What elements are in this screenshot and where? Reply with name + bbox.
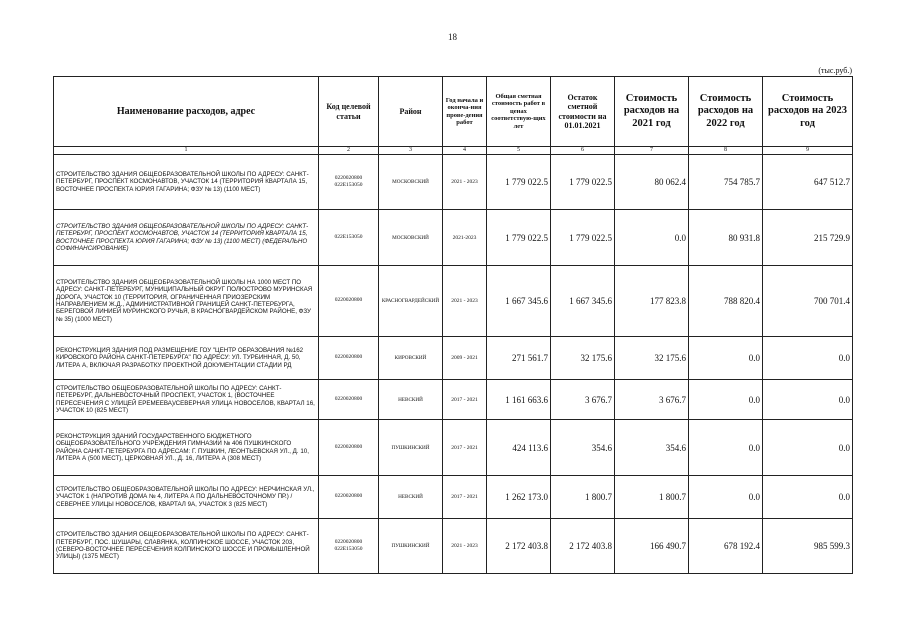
row-period: 2021-2023: [443, 210, 487, 266]
row-cost-2021: 1 800.7: [615, 476, 689, 519]
row-cost-2022: 0.0: [689, 420, 763, 476]
row-cost-2022: 678 192.4: [689, 519, 763, 574]
header-code: Код целевой статьи: [319, 77, 379, 147]
column-number: 7: [615, 147, 689, 155]
row-cost-2022: 0.0: [689, 380, 763, 420]
row-name: СТРОИТЕЛЬСТВО ОБЩЕОБРАЗОВАТЕЛЬНОЙ ШКОЛЫ ПО АДРЕСУ: НЕРЧИНСКАЯ УЛ., УЧАСТОК 1 (НАПРОТИВ ДОМА № 4, ЛИТЕРА А ПО ДАЛЬНЕВОСТОЧНОМУ ПР.) / СЕВЕРНЕЕ УЛИЦЫ НОВОСЕЛОВ, КВАРТАЛ 9А, УЧАСТОК 3 (825 МЕСТ): [54, 476, 319, 519]
column-number: 4: [443, 147, 487, 155]
row-name: РЕКОНСТРУКЦИЯ ЗДАНИЯ ПОД РАЗМЕЩЕНИЕ ГОУ "ЦЕНТР ОБРАЗОВАНИЯ №162 КИРОВСКОГО РАЙОНА САНКТ-ПЕТЕРБУРГА" ПО АДРЕСУ: УЛ. ТУРБИННАЯ, Д. 50, ЛИТЕРА А, ВКЛЮЧАЯ РАЗРАБОТКУ ПРОЕКТНОЙ ДОКУМЕНТАЦИИ СТАДИИ РД: [54, 337, 319, 380]
header-name: Наименование расходов, адрес: [54, 77, 319, 147]
row-cost-2021: 0.0: [615, 210, 689, 266]
row-name: СТРОИТЕЛЬСТВО ЗДАНИЯ ОБЩЕОБРАЗОВАТЕЛЬНОЙ ШКОЛЫ ПО АДРЕСУ: САНКТ-ПЕТЕРБУРГ, ПОС. ШУШАРЫ, СЛАВЯНКА, КОЛПИНСКОЕ ШОССЕ, УЧАСТОК 203, (СЕВЕРО-ВОСТОЧНЕЕ ПЕРЕСЕЧЕНИЯ КОЛПИНСКОГО ШОССЕ И ПРОМЫШЛЕННОЙ УЛИЦЫ) (1375 МЕСТ): [54, 519, 319, 574]
row-cost-2023: 700 701.4: [763, 266, 853, 337]
row-name: СТРОИТЕЛЬСТВО ОБЩЕОБРАЗОВАТЕЛЬНОЙ ШКОЛЫ ПО АДРЕСУ: САНКТ-ПЕТЕРБУРГ, ДАЛЬНЕВОСТОЧНЫЙ ПРОСПЕКТ, УЧАСТОК 1, (ВОСТОЧНЕЕ ПЕРЕСЕЧЕНИЯ С УЛИЦЕЙ ЕРЕМЕЕВА)/СЕВЕРНАЯ УЛИЦА НОВОСЕЛОВ, КВАРТАЛ 16, УЧАСТОК 10 (825 МЕСТ): [54, 380, 319, 420]
table-header-row: [54, 77, 853, 147]
table-row: [54, 519, 853, 574]
row-district: ПУШКИНСКИЙ: [379, 519, 443, 574]
column-number: 6: [551, 147, 615, 155]
column-number: 5: [487, 147, 551, 155]
row-district: НЕВСКИЙ: [379, 476, 443, 519]
row-cost-2022: 80 931.8: [689, 210, 763, 266]
row-remainder: 354.6: [551, 420, 615, 476]
row-estimate: 1 262 173.0: [487, 476, 551, 519]
row-period: 2021 - 2023: [443, 519, 487, 574]
row-district: НЕВСКИЙ: [379, 380, 443, 420]
row-estimate: 2 172 403.8: [487, 519, 551, 574]
row-code: 0220020800: [319, 380, 379, 420]
column-number: 2: [319, 147, 379, 155]
row-cost-2021: 80 062.4: [615, 155, 689, 210]
header-remainder: Остаток сметной стоимости на 01.01.2021: [551, 77, 615, 147]
table-row: [54, 380, 853, 420]
row-district: КИРОВСКИЙ: [379, 337, 443, 380]
row-district: МОСКОВСКИЙ: [379, 210, 443, 266]
row-name: СТРОИТЕЛЬСТВО ЗДАНИЯ ОБЩЕОБРАЗОВАТЕЛЬНОЙ ШКОЛЫ ПО АДРЕСУ: САНКТ-ПЕТЕРБУРГ, ПРОСПЕКТ КОСМОНАВТОВ, УЧАСТОК 14 (ТЕРРИТОРИЯ КВАРТАЛА 15, ВОСТОЧНЕЕ ПРОСПЕКТА ЮРИЯ ГАГАРИНА; ФЗУ № 13) (1100 МЕСТ): [54, 155, 319, 210]
column-number-row: [54, 147, 853, 155]
table-row: [54, 476, 853, 519]
row-cost-2021: 3 676.7: [615, 380, 689, 420]
table-row: [54, 266, 853, 337]
budget-table: [53, 76, 853, 574]
row-period: 2021 - 2023: [443, 155, 487, 210]
table-body: [54, 155, 853, 574]
row-estimate: 1 779 022.5: [487, 155, 551, 210]
row-cost-2022: 754 785.7: [689, 155, 763, 210]
row-code: 0220020800 022E153050: [319, 519, 379, 574]
column-number: 3: [379, 147, 443, 155]
column-number: 8: [689, 147, 763, 155]
row-cost-2021: 177 823.8: [615, 266, 689, 337]
row-name: РЕКОНСТРУКЦИЯ ЗДАНИЙ ГОСУДАРСТВЕННОГО БЮДЖЕТНОГО ОБЩЕОБРАЗОВАТЕЛЬНОГО УЧРЕЖДЕНИЯ ГИМНАЗИИ № 406 ПУШКИНСКОГО РАЙОНА САНКТ-ПЕТЕРБУРГА ПО АДРЕСАМ: Г. ПУШКИН, ЛЕОНТЬЕВСКАЯ УЛ., Д. 10, ЛИТЕРА А (500 МЕСТ), ЦЕРКОВНАЯ УЛ., Д. 16, ЛИТЕРА А (308 МЕСТ): [54, 420, 319, 476]
row-name: СТРОИТЕЛЬСТВО ЗДАНИЯ ОБЩЕОБРАЗОВАТЕЛЬНОЙ ШКОЛЫ НА 1000 МЕСТ ПО АДРЕСУ: САНКТ-ПЕТЕРБУРГ, МУНИЦИПАЛЬНЫЙ ОКРУГ ПОЛЮСТРОВО МУРИНСКАЯ ДОРОГА, УЧАСТОК 10 (ТЕРРИТОРИЯ, ОГРАНИЧЕННАЯ ПРИОЗЕРСКИМ НАПРАВЛЕНИЕМ Ж.Д., АДМИНИСТРАТИВНОЙ ГРАНИЦЕЙ САНКТ-ПЕТЕРБУРГА, БЕРЕГОВОЙ ЛИНИЕЙ МУРИНСКОГО РУЧЬЯ, В КРАСНОГВАРДЕЙСКОМ РАЙОНЕ, ФЗУ № 35) (1000 МЕСТ): [54, 266, 319, 337]
row-name: СТРОИТЕЛЬСТВО ЗДАНИЯ ОБЩЕОБРАЗОВАТЕЛЬНОЙ ШКОЛЫ ПО АДРЕСУ: САНКТ-ПЕТЕРБУРГ, ПРОСПЕКТ КОСМОНАВТОВ, УЧАСТОК 14 (ТЕРРИТОРИЯ КВАРТАЛА 15, ВОСТОЧНЕЕ ПРОСПЕКТА ЮРИЯ ГАГАРИНА; ФЗУ № 13) (1100 МЕСТ) (ФЕДЕРАЛЬНО СОФИНАНСИРОВАНИЕ): [54, 210, 319, 266]
row-code: 022E153050: [319, 210, 379, 266]
row-cost-2023: 0.0: [763, 337, 853, 380]
header-cost-2021: Стоимость расходов на 2021 год: [615, 77, 689, 147]
column-number: 1: [54, 147, 319, 155]
row-period: 2009 - 2021: [443, 337, 487, 380]
row-district: МОСКОВСКИЙ: [379, 155, 443, 210]
row-period: 2017 - 2021: [443, 420, 487, 476]
row-estimate: 1 667 345.6: [487, 266, 551, 337]
header-estimate: Общая сметная стоимость работ в ценах соответствую-щих лет: [487, 77, 551, 147]
row-estimate: 1 779 022.5: [487, 210, 551, 266]
row-cost-2022: 0.0: [689, 337, 763, 380]
row-estimate: 1 161 663.6: [487, 380, 551, 420]
row-cost-2023: 0.0: [763, 476, 853, 519]
row-period: 2017 - 2021: [443, 380, 487, 420]
row-period: 2017 - 2021: [443, 476, 487, 519]
table-row: [54, 337, 853, 380]
row-code: 0220020800: [319, 420, 379, 476]
row-code: 0220020800 022E153050: [319, 155, 379, 210]
row-district: ПУШКИНСКИЙ: [379, 420, 443, 476]
row-cost-2022: 0.0: [689, 476, 763, 519]
header-cost-2023: Стоимость расходов на 2023 год: [763, 77, 853, 147]
table-row: [54, 420, 853, 476]
table-row: [54, 155, 853, 210]
page-number: 18: [448, 32, 457, 42]
row-cost-2023: 0.0: [763, 420, 853, 476]
header-district: Район: [379, 77, 443, 147]
row-remainder: 1 779 022.5: [551, 210, 615, 266]
row-estimate: 271 561.7: [487, 337, 551, 380]
row-remainder: 3 676.7: [551, 380, 615, 420]
row-remainder: 32 175.6: [551, 337, 615, 380]
row-cost-2021: 354.6: [615, 420, 689, 476]
table-row: [54, 210, 853, 266]
row-district: КРАСНОГВАРДЕЙСКИЙ: [379, 266, 443, 337]
row-code: 0220020800: [319, 476, 379, 519]
row-remainder: 1 779 022.5: [551, 155, 615, 210]
row-remainder: 1 667 345.6: [551, 266, 615, 337]
header-period: Год начала и оконча-ния прове-дения работ: [443, 77, 487, 147]
column-number: 9: [763, 147, 853, 155]
row-cost-2021: 166 490.7: [615, 519, 689, 574]
row-cost-2023: 647 512.7: [763, 155, 853, 210]
row-cost-2021: 32 175.6: [615, 337, 689, 380]
row-remainder: 1 800.7: [551, 476, 615, 519]
row-cost-2023: 985 599.3: [763, 519, 853, 574]
header-cost-2022: Стоимость расходов на 2022 год: [689, 77, 763, 147]
row-cost-2023: 215 729.9: [763, 210, 853, 266]
units-label: (тыс.руб.): [818, 66, 852, 75]
row-code: 0220020800: [319, 266, 379, 337]
row-code: 0220020800: [319, 337, 379, 380]
row-period: 2021 - 2023: [443, 266, 487, 337]
row-cost-2023: 0.0: [763, 380, 853, 420]
row-estimate: 424 113.6: [487, 420, 551, 476]
row-cost-2022: 788 820.4: [689, 266, 763, 337]
row-remainder: 2 172 403.8: [551, 519, 615, 574]
